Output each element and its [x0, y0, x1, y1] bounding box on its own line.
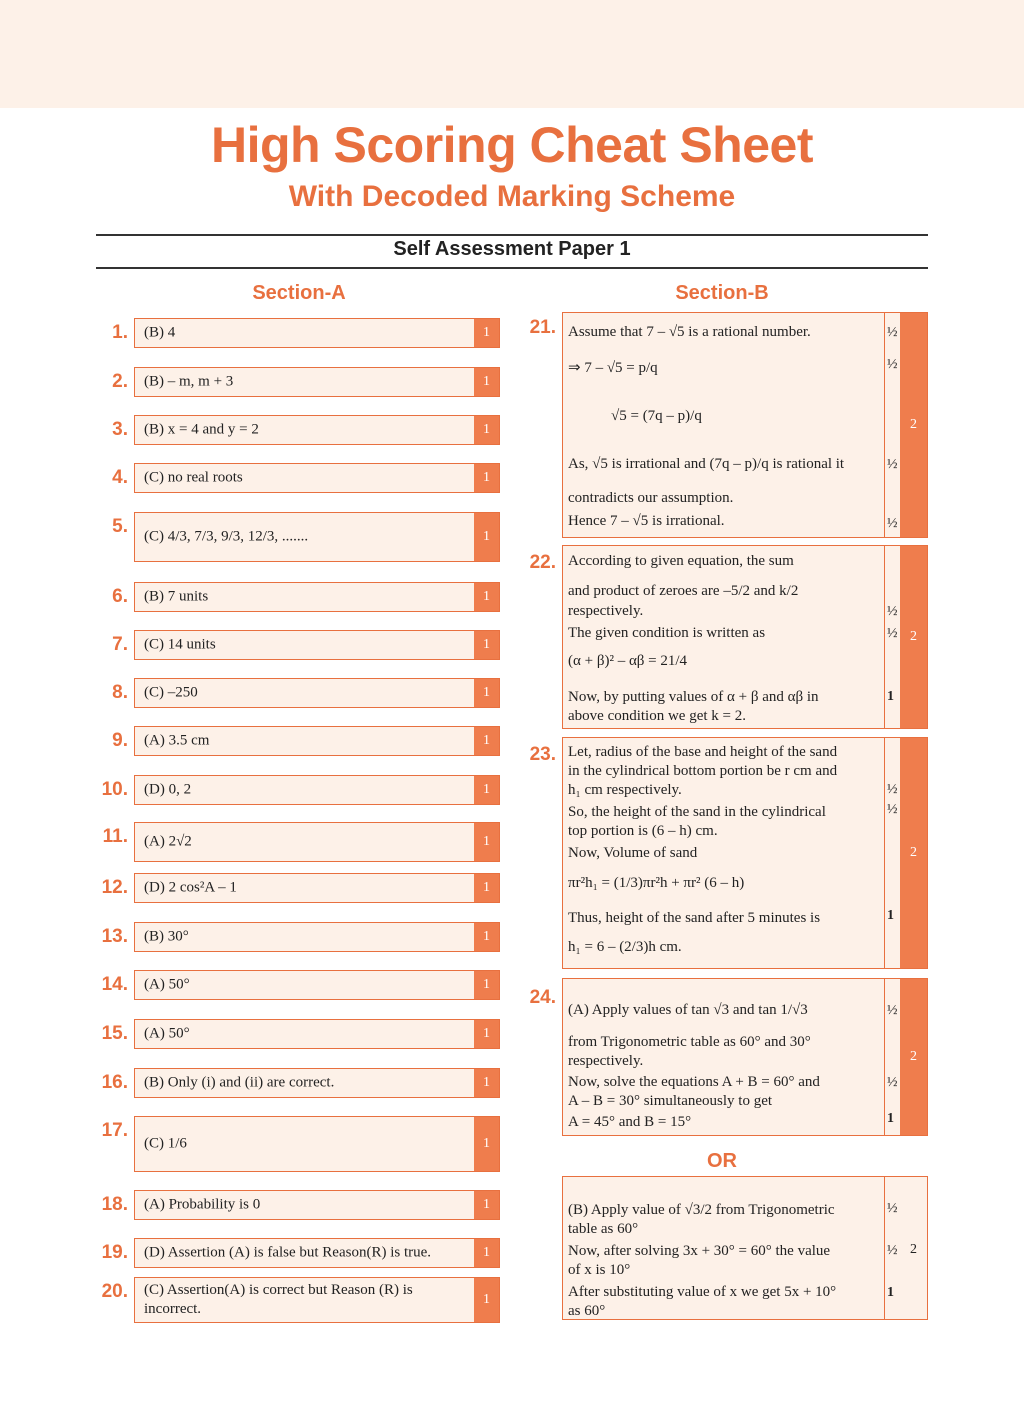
mark-badge: 1 — [474, 1117, 499, 1171]
mark-badge: 1 — [474, 513, 499, 561]
q24-step-mark: ½ — [887, 1003, 898, 1018]
q21-line: ⇒ 7 – √5 = p/q — [568, 360, 658, 376]
answer-box — [134, 1277, 500, 1323]
question-number: 1. — [112, 322, 128, 343]
q21-total-mark: 2 — [900, 313, 927, 537]
paper-title: Self Assessment Paper 1 — [393, 238, 631, 260]
answer-box-22 — [562, 545, 928, 729]
answer-text: (D) Assertion (A) is false but Reason(R) is true. — [144, 1244, 432, 1261]
answer-text: (A) 50° — [144, 976, 190, 993]
mark-badge: 1 — [474, 874, 499, 902]
q21-line: As, √5 is irrational and (7q – p)/q is rational it — [568, 456, 845, 472]
top-rule — [96, 234, 928, 236]
q24-or-line: After substituting value of x we get 5x + 10° — [568, 1284, 837, 1300]
q22-line: According to given equation, the sum — [568, 553, 794, 569]
answer-box — [134, 873, 500, 903]
mark-badge: 1 — [474, 727, 499, 755]
q22-line: above condition we get k = 2. — [568, 708, 747, 724]
q23-line: in the cylindrical bottom portion be r cm and — [568, 763, 838, 779]
answer-box — [134, 1068, 500, 1098]
q23-step-mark: 1 — [887, 908, 894, 923]
answer-text: (C) Assertion(A) is correct but Reason (R) is incorrect. — [144, 1282, 413, 1317]
q24-total-mark: 2 — [900, 979, 927, 1135]
mark-badge: 1 — [474, 1191, 499, 1219]
answer-box — [134, 822, 500, 862]
q23-line: πr²h₁ = (1/3)πr²h + πr² (6 – h) — [568, 875, 745, 891]
answer-text: (C) 1/6 — [144, 1135, 187, 1152]
q22-line: and product of zeroes are –5/2 and k/2 — [568, 583, 799, 599]
mark-badge: 1 — [474, 319, 499, 347]
question-number: 12. — [101, 877, 128, 898]
q21-line: √5 = (7q – p)/q — [611, 408, 702, 424]
answer-text: (C) 14 units — [144, 636, 216, 653]
answer-box — [134, 775, 500, 805]
mark-badge: 1 — [474, 971, 499, 999]
q23-total-mark: 2 — [900, 738, 927, 968]
question-number-21: 21. — [529, 317, 556, 338]
q24-or-line: table as 60° — [568, 1221, 639, 1237]
answer-box-21 — [562, 312, 928, 538]
question-number: 11. — [102, 826, 128, 847]
q22-line: The given condition is written as — [568, 625, 766, 641]
answer-box-24 — [562, 978, 928, 1136]
mark-badge: 1 — [474, 583, 499, 611]
answer-box — [134, 367, 500, 397]
column-divider — [884, 546, 885, 728]
q23-line: Thus, height of the sand after 5 minutes is — [568, 910, 821, 926]
answer-text: (B) 4 — [144, 324, 176, 341]
q23-line: So, the height of the sand in the cylindrical — [568, 804, 826, 820]
mark-badge: 1 — [474, 416, 499, 444]
q21-step-mark: ½ — [887, 357, 898, 372]
q21-step-mark: ½ — [887, 325, 898, 340]
q22-step-mark: 1 — [887, 689, 894, 704]
question-number-22: 22. — [529, 552, 556, 573]
answer-text: (B) – m, m + 3 — [144, 373, 234, 390]
question-number-24: 24. — [529, 987, 556, 1008]
q24-or-line: of x is 10° — [568, 1262, 631, 1278]
answer-box — [134, 630, 500, 660]
question-number: 19. — [101, 1242, 128, 1263]
q24-or-line: Now, after solving 3x + 30° = 60° the value — [568, 1243, 831, 1259]
top-band — [0, 0, 1024, 108]
question-number: 14. — [101, 974, 128, 995]
mark-badge: 1 — [474, 1069, 499, 1097]
q21-line: Hence 7 – √5 is irrational. — [568, 513, 725, 529]
q24-line: A = 45° and B = 15° — [568, 1114, 692, 1130]
bottom-rule — [96, 267, 928, 269]
question-number: 5. — [112, 516, 128, 537]
q24-line: Now, solve the equations A + B = 60° and — [568, 1074, 820, 1090]
q22-line: (α + β)² – αβ = 21/4 — [568, 653, 688, 669]
question-number: 13. — [101, 926, 128, 947]
q23-line: top portion is (6 – h) cm. — [568, 823, 718, 839]
answer-box — [134, 1190, 500, 1220]
answer-box — [134, 678, 500, 708]
question-number: 16. — [101, 1072, 128, 1093]
column-divider — [884, 313, 885, 537]
section-b-heading: Section-B — [675, 282, 769, 304]
q23-step-mark: ½ — [887, 802, 898, 817]
q21-step-mark: ½ — [887, 457, 898, 472]
answer-text: (A) 2√2 — [144, 833, 192, 850]
answer-text: (C) –250 — [144, 684, 198, 701]
question-number-23: 23. — [529, 744, 556, 765]
question-number: 6. — [112, 586, 128, 607]
q24-line: from Trigonometric table as 60° and 30° — [568, 1034, 811, 1050]
question-number: 4. — [112, 467, 128, 488]
question-number: 8. — [112, 682, 128, 703]
mark-badge: 1 — [474, 1278, 499, 1322]
q24-step-mark: ½ — [887, 1075, 898, 1090]
mark-badge: 1 — [474, 1239, 499, 1267]
answer-text: (D) 2 cos²A – 1 — [144, 879, 237, 896]
answer-box — [134, 463, 500, 493]
mark-badge: 1 — [474, 823, 499, 861]
q22-line: Now, by putting values of α + β and αβ in — [568, 689, 819, 705]
q21-line: contradicts our assumption. — [568, 490, 734, 506]
section-a-heading: Section-A — [252, 282, 346, 304]
q24-line: (A) Apply values of tan √3 and tan 1/√3 — [568, 1002, 808, 1018]
mark-badge: 1 — [474, 631, 499, 659]
answer-text: (C) 4/3, 7/3, 9/3, 12/3, ....... — [144, 528, 309, 545]
question-number: 3. — [112, 419, 128, 440]
answer-text: (C) no real roots — [144, 469, 243, 486]
question-number: 7. — [112, 634, 128, 655]
q24-or-step-mark: ½ — [887, 1243, 898, 1258]
answer-text: (B) x = 4 and y = 2 — [144, 421, 259, 438]
answer-box — [134, 970, 500, 1000]
q22-step-mark: ½ — [887, 604, 898, 619]
page-subtitle: With Decoded Marking Scheme — [288, 180, 736, 213]
answer-box-24-or — [562, 1176, 928, 1320]
answer-box — [134, 512, 500, 562]
mark-badge: 1 — [474, 1020, 499, 1048]
answer-text: (A) 50° — [144, 1025, 190, 1042]
answer-box — [134, 1116, 500, 1172]
answer-box — [134, 726, 500, 756]
answer-box — [134, 318, 500, 348]
q24-or-total-mark: 2 — [910, 1242, 917, 1257]
q22-total-mark: 2 — [900, 546, 927, 728]
answer-box — [134, 1238, 500, 1268]
question-number: 20. — [101, 1281, 128, 1302]
q23-line: h₁ = 6 – (2/3)h cm. — [568, 939, 682, 955]
answer-text: (A) 3.5 cm — [144, 732, 210, 749]
answer-box — [134, 415, 500, 445]
mark-badge: 1 — [474, 679, 499, 707]
q24-or-step-mark: ½ — [887, 1201, 898, 1216]
answer-text: (B) 30° — [144, 928, 189, 945]
question-number: 15. — [101, 1023, 128, 1044]
q24-or-line: as 60° — [568, 1303, 606, 1319]
q23-step-mark: ½ — [887, 782, 898, 797]
mark-badge: 1 — [474, 368, 499, 396]
q24-step-mark: 1 — [887, 1111, 894, 1126]
q23-line: h₁ cm respectively. — [568, 782, 682, 798]
column-divider — [884, 738, 885, 968]
answer-box — [134, 582, 500, 612]
question-number: 2. — [112, 371, 128, 392]
q23-line: Let, radius of the base and height of the sand — [568, 744, 838, 760]
answer-box-23 — [562, 737, 928, 969]
answer-box — [134, 922, 500, 952]
q22-line: respectively. — [568, 603, 644, 619]
answer-text: (B) 7 units — [144, 588, 209, 605]
q24-or-line: (B) Apply value of √3/2 from Trigonometric — [568, 1202, 835, 1218]
answer-box — [134, 1019, 500, 1049]
question-number: 9. — [112, 730, 128, 751]
question-number: 17. — [101, 1120, 128, 1141]
mark-badge: 1 — [474, 464, 499, 492]
answer-text: (D) 0, 2 — [144, 781, 192, 798]
q23-line: Now, Volume of sand — [568, 845, 698, 861]
page-title: High Scoring Cheat Sheet — [211, 117, 813, 173]
q24-line: respectively. — [568, 1053, 644, 1069]
mark-badge: 1 — [474, 923, 499, 951]
q24-line: A – B = 30° simultaneously to get — [568, 1093, 773, 1109]
question-number: 10. — [101, 779, 128, 800]
q22-step-mark: ½ — [887, 626, 898, 641]
q21-line: Assume that 7 – √5 is a rational number. — [568, 324, 811, 340]
answer-text: (A) Probability is 0 — [144, 1196, 261, 1213]
column-divider — [884, 979, 885, 1135]
mark-badge: 1 — [474, 776, 499, 804]
answer-text: (B) Only (i) and (ii) are correct. — [144, 1074, 335, 1091]
q21-step-mark: ½ — [887, 516, 898, 531]
column-divider — [884, 1177, 885, 1319]
question-number: 18. — [101, 1194, 128, 1215]
q24-or-step-mark: 1 — [887, 1285, 894, 1300]
or-separator: OR — [707, 1150, 737, 1172]
